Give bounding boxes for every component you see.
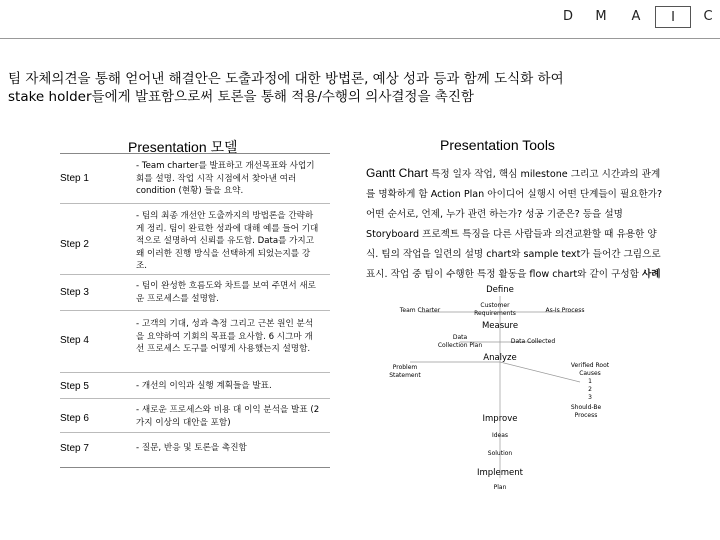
step-divider xyxy=(60,310,330,311)
step-1-label: Step 1 xyxy=(60,173,89,184)
gantt-chart-lead: Gantt Chart xyxy=(366,166,429,180)
flow-problem-statement: Problem Statement xyxy=(389,364,421,379)
intro-text xyxy=(8,70,708,106)
step-3-text: - 팀이 완성한 흐름도와 차트를 보여 주면서 새로운 프로세스를 설명함. xyxy=(136,281,316,304)
intro-line-2: stake holder들에게 발표함으로써 토론을 통해 적용/수행의 의사결정을 촉진함 xyxy=(8,89,474,105)
step-5-text: - 개선의 이익과 실행 계획들을 발표. xyxy=(136,381,272,391)
flow-data-collection-plan: Data Collection Plan xyxy=(437,334,483,349)
dmaic-phase-bar xyxy=(530,6,720,30)
step-divider xyxy=(60,372,330,373)
flow-implement: Implement xyxy=(476,468,523,478)
step-divider xyxy=(60,398,330,399)
intro-line-1: 팀 자체의견을 통해 얻어낸 해결안은 도출과정에 대한 방법론, 예상 성과 등과 함께 도식화 하여 xyxy=(8,71,564,87)
step-6-label: Step 6 xyxy=(60,413,89,424)
phase-i-active: I xyxy=(655,6,691,28)
presentation-tools-title: Presentation Tools xyxy=(440,137,555,153)
phase-c: C xyxy=(703,9,713,24)
step-divider xyxy=(60,203,330,204)
step-divider xyxy=(60,274,330,275)
flow-customer-requirements: Customer Requirements xyxy=(474,302,516,317)
example-tail: 사례 xyxy=(641,269,661,280)
flow-team-charter: Team Charter xyxy=(399,307,441,314)
flow-ideas: Ideas xyxy=(491,432,509,439)
step-7-text: - 질문, 반응 및 토론을 촉진함 xyxy=(136,443,247,453)
flow-as-is-process: As-Is Process xyxy=(545,307,585,314)
step-4-label: Step 4 xyxy=(60,335,89,346)
step-6-text: - 새로운 프로세스와 비용 대 이익 분석을 발표 (2가지 이상의 대안을 포함) xyxy=(136,405,320,428)
flow-measure: Measure xyxy=(481,321,519,331)
phase-d: D xyxy=(562,9,573,24)
header-divider xyxy=(0,38,720,39)
flow-data-collected: Data Collected xyxy=(510,338,556,345)
step-5-label: Step 5 xyxy=(60,381,89,392)
flow-should-be-process: Should-Be Process xyxy=(570,404,602,419)
flow-verified-root-causes: Verified Root Causes 1 2 3 xyxy=(570,362,610,401)
flow-analyze: Analyze xyxy=(483,353,517,363)
step-1-text: - Team charter를 발표하고 개선목표와 사업기회를 설명. 작업 시작 시점에서 찾아낸 여러 condition (현황) 들을 요약. xyxy=(136,161,315,196)
gantt-chart-body: 특정 일자 작업, 핵심 milestone 그리고 시간과의 관계를 명확하게 함 Action Plan 아이디어 실행시 어떤 단계들이 필요한가? 어떤 순서로, 언제, 누가 관련 하는가? 성공 기준은? 등을 설명 xyxy=(366,169,663,220)
phase-a: A xyxy=(631,9,641,24)
step-4-text: - 고객의 기대, 성과 측정 그리고 근본 원인 분석을 요약하여 기회의 목표를 요사함. 6 시그마 개선 프로세스 도구를 어떻게 사용했는지 설명함. xyxy=(136,319,314,354)
step-2-label: Step 2 xyxy=(60,239,89,250)
flow-solution: Solution xyxy=(487,450,513,457)
step-7-label: Step 7 xyxy=(60,443,89,454)
tools-description xyxy=(366,163,666,285)
flow-improve: Improve xyxy=(482,414,518,424)
presentation-model-title: Presentation 모델 xyxy=(128,139,238,155)
flow-plan: Plan xyxy=(493,484,507,491)
step-2-text: - 팀의 최종 개선안 도출까지의 방법론을 간략하게 정리. 팀이 완료한 성과에 대해 예를 들어 기대적으로 설명하여 신뢰를 유도함. Data를 가지고 왜 이러한 진행 방식을 선택하게 되었는지를 강조. xyxy=(136,211,319,271)
storyboard-body: 프로젝트 특징을 다른 사람들과 의견교환할 때 유용한 양식. 팀의 작업을 일련의 설명 chart와 sample text가 들어간 그림으로 표시. 작업 중 팀이 수행한 특정 활동을 flow chart와 같이 구성함 xyxy=(366,229,661,280)
storyboard-flow xyxy=(380,282,620,492)
flow-define: Define xyxy=(486,285,514,295)
phase-m: M xyxy=(595,9,607,24)
storyboard-lead: Storyboard xyxy=(366,229,420,240)
step-3-label: Step 3 xyxy=(60,287,89,298)
step-divider xyxy=(60,432,330,433)
